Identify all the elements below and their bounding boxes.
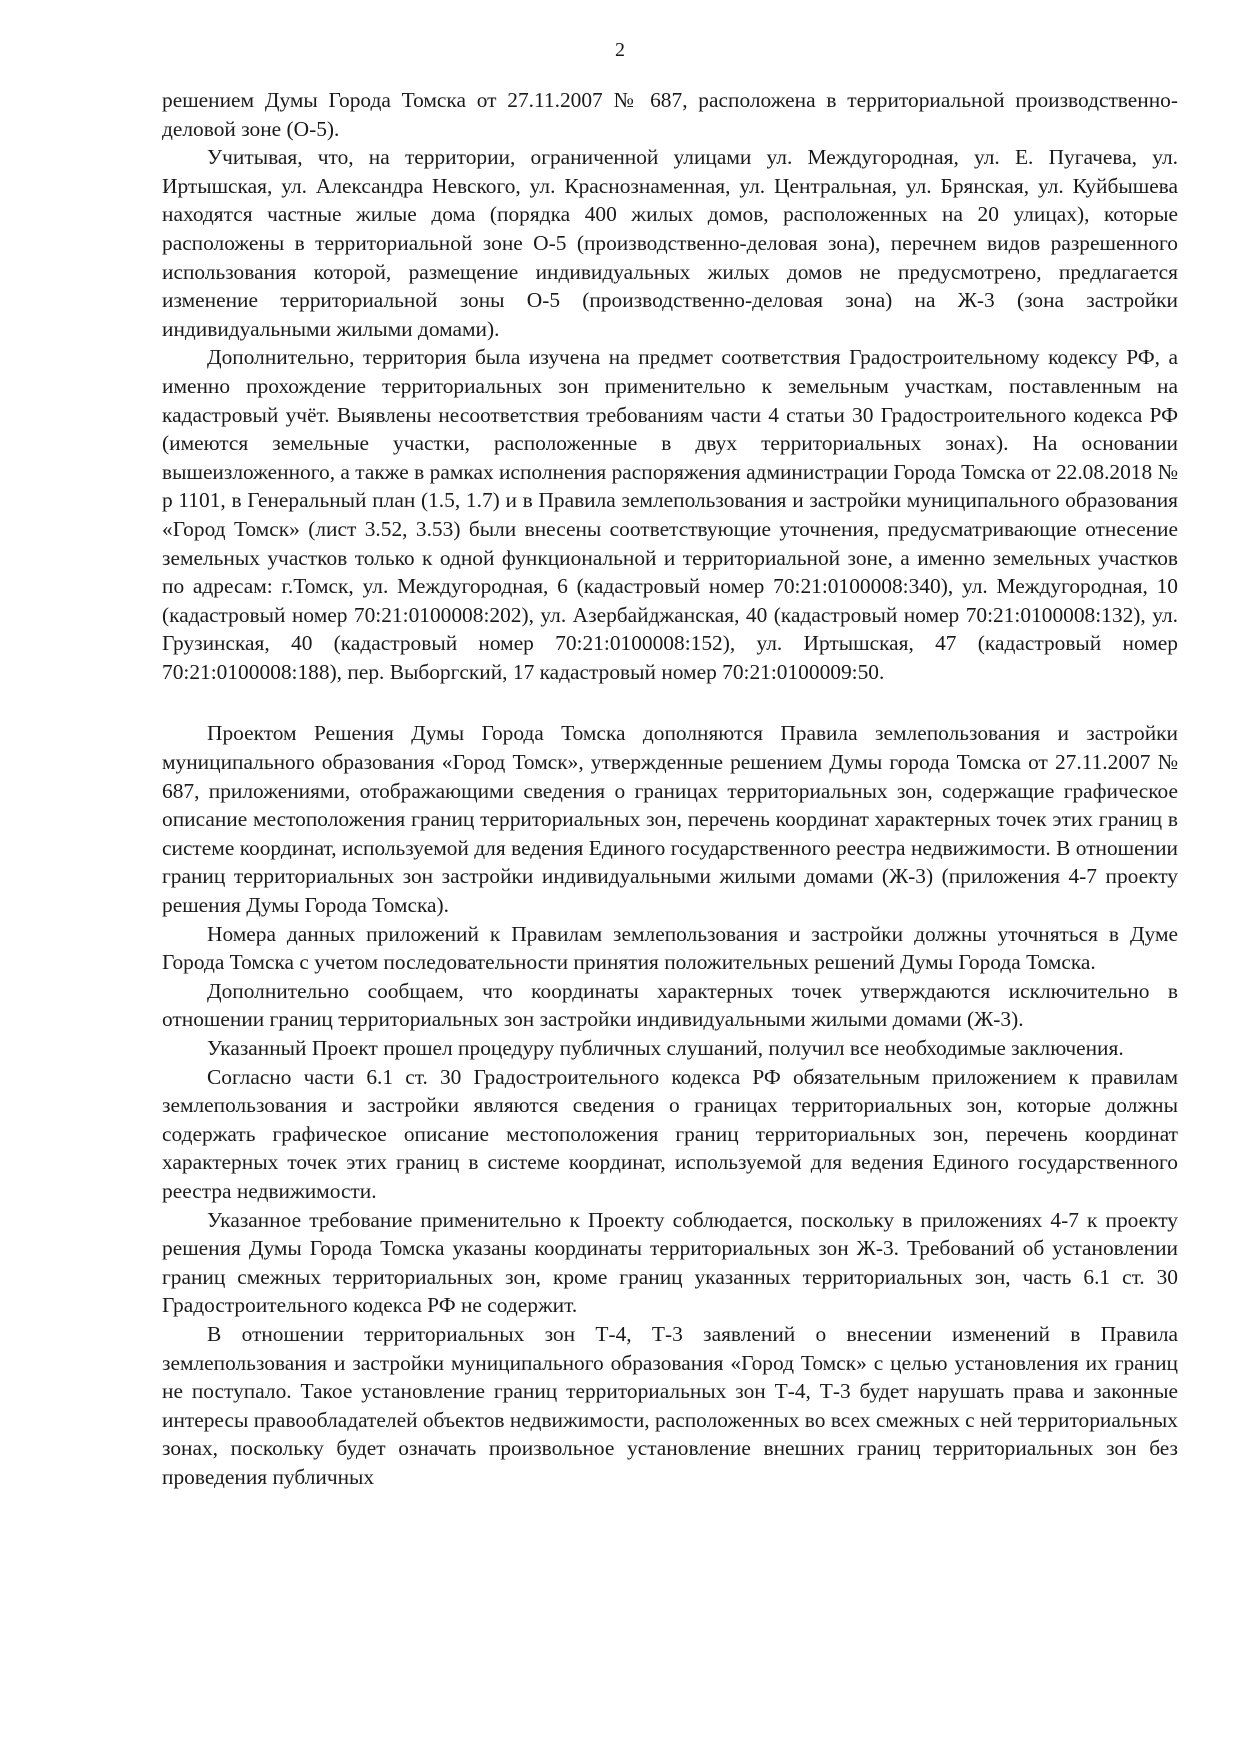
document-body bbox=[162, 86, 1178, 1492]
paragraph-project-appendices: Проектом Решения Думы Города Томска дополняются Правила землепользования и застройки муниципального образования «Город Томск», утвержденные решением Думы города Томска от 27.11.2007 № 687, приложениями, отображающими сведения о границах территориальных зон, содержащие графическое описание местоположения границ территориальных зон, перечень координат характерных точек этих границ в системе координат, используемой для ведения Единого государственного реестра недвижимости. В отношении границ территориальных зон застройки индивидуальными жилыми домами (Ж-3) (приложения 4-7 проекту решения Думы Города Томска). bbox=[162, 721, 1178, 918]
paragraph-appendix-numbers: Номера данных приложений к Правилам землепользования и застройки должны уточняться в Думе Города Томска с учетом последовательности принятия положительных решений Думы Города Томска. bbox=[162, 921, 1178, 975]
paragraph-coordinates: Дополнительно сообщаем, что координаты характерных точек утверждаются исключительно в отношении границ территориальных зон застройки индивидуальными жилыми домами (Ж-3). bbox=[162, 978, 1178, 1032]
paragraph-private-houses: Учитывая, что, на территории, ограниченной улицами ул. Междугородная, ул. Е. Пугачева, ул. Иртышская, ул. Александра Невского, ул. Краснознаменная, ул. Центральная, ул. Брянская, ул. Куйбышева находятся частные жилые дома (порядка 400 жилых домов, расположенных на 20 улицах), которые расположены в территориальной зоне О-5 (производственно-деловая зона), перечнем видов разрешенного использования которой, размещение индивидуальных жилых домов не предусмотрено, предлагается изменение территориальной зоны О-5 (производственно-деловая зона) на Ж-3 (зона застройки индивидуальными жилыми домами). bbox=[162, 145, 1178, 341]
paragraph-t4-t3-zones: В отношении территориальных зон Т-4, Т-3 заявлений о внесении изменений в Правила землепользования и застройки муниципального образования «Город Томск» с целью установления их границ не поступало. Такое установление границ территориальных зон Т-4, Т-3 будет нарушать права и законные интересы правообладателей объектов недвижимости, расположенных во всех смежных с ней территориальных зонах, поскольку будет означать произвольное установление внешних границ территориальных зон без проведения публичных bbox=[162, 1321, 1178, 1489]
paragraph-cadastral-check: Дополнительно, территория была изучена на предмет соответствия Градостроительному кодексу РФ, а именно прохождение территориальных зон применительно к земельным участкам, поставленным на кадастровый учёт. Выявлены несоответствия требованиям части 4 статьи 30 Градостроительного кодекса РФ (имеются земельные участки, расположенные в двух территориальных зонах). На основании вышеизложенного, а также в рамках исполнения распоряжения администрации Города Томска от 22.08.2018 № р 1101, в Генеральный план (1.5, 1.7) и в Правила землепользования и застройки муниципального образования «Город Томск» (лист 3.52, 3.53) были внесены соответствующие уточнения, предусматривающие отнесение земельных участков только к одной функциональной и территориальной зоне, а именно земельных участков по адресам: г.Томск, ул. Междугородная, 6 (кадастровый номер 70:21:0100008:340), ул. Междугородная, 10 (кадастровый номер 70:21:0100008:202), ул. Азербайджанская, 40 (кадастровый номер 70:21:0100008:132), ул. Грузинская, 40 (кадастровый номер 70:21:0100008:152), ул. Иртышская, 47 (кадастровый номер 70:21:0100008:188), пер. Выборгский, 17 кадастровый номер 70:21:0100009:50. bbox=[162, 345, 1178, 684]
paragraph-article-30: Согласно части 6.1 ст. 30 Градостроительного кодекса РФ обязательным приложением к правилам землепользования и застройки являются сведения о границах территориальных зон, которые должны содержать графическое описание местоположения границ территориальных зон, перечень координат характерных точек этих границ в системе координат, используемой для ведения Единого государственного реестра недвижимости. bbox=[162, 1064, 1178, 1203]
paragraph-public-hearings: Указанный Проект прошел процедуру публичных слушаний, получил все необходимые заключения. bbox=[207, 1036, 1124, 1060]
paragraph-zone-continuation: решением Думы Города Томска от 27.11.2007 № 687, расположена в территориальной производственно-деловой зоне (О-5). bbox=[162, 88, 1178, 141]
page-number: 2 bbox=[615, 39, 625, 61]
paragraph-requirement-met: Указанное требование применительно к Проекту соблюдается, поскольку в приложениях 4-7 к проекту решения Думы Города Томска указаны координаты территориальных зон Ж-3. Требований об установлении границ смежных территориальных зон, кроме границ указанных территориальных зон, часть 6.1 ст. 30 Градостроительного кодекса РФ не содержит. bbox=[162, 1207, 1178, 1318]
